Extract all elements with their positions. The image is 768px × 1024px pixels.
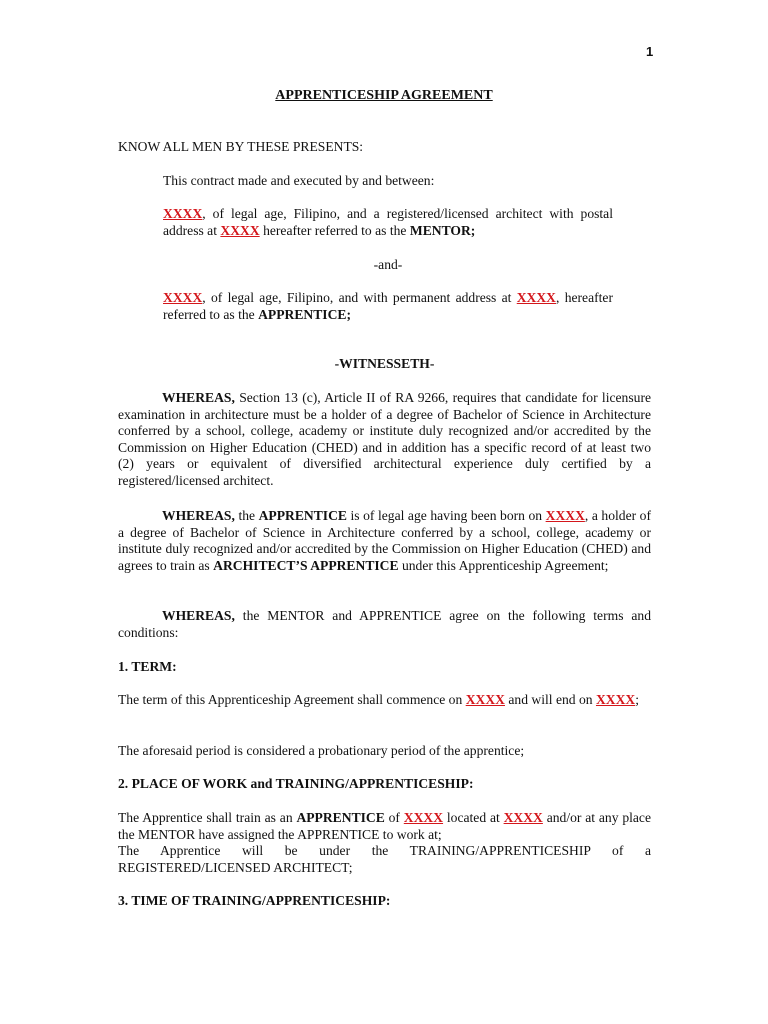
section-2-heading: 2. PLACE OF WORK and TRAINING/APPRENTICESHIP: (118, 776, 474, 791)
page-number: 1 (646, 44, 654, 59)
witnesseth-heading: -WITNESSETH- (334, 356, 435, 371)
intro-line: KNOW ALL MEN BY THESE PRESENTS: (118, 139, 364, 154)
placeholder-birth-date[interactable]: XXXX (545, 508, 585, 523)
section-1-heading: 1. TERM: (118, 659, 177, 674)
placeholder-mentor-name[interactable]: XXXX (163, 206, 203, 221)
placeholder-start-date[interactable]: XXXX (465, 692, 505, 707)
placeholder-apprentice-address[interactable]: XXXX (516, 290, 557, 305)
probation-clause: The aforesaid period is considered a probationary period of the apprentice; (118, 743, 525, 758)
placeholder-apprentice-name[interactable]: XXXX (163, 290, 203, 305)
document-title: APPRENTICESHIP AGREEMENT (275, 88, 493, 103)
placeholder-company[interactable]: XXXX (403, 810, 444, 825)
contract-line: This contract made and executed by and between: (163, 173, 435, 188)
place-of-work-clause: The Apprentice shall train as an APPRENTICE of XXXX located at XXXX and/or at any place the MENTOR have assigned the APPRENTICE to work at; (118, 810, 651, 842)
apprentice-clause: XXXX, of legal age, Filipino, and with permanent address at XXXX, hereafter referred to as the APPRENTICE; (163, 290, 613, 322)
whereas-clause-3: WHEREAS, the MENTOR and APPRENTICE agree on the following terms and conditions: (118, 608, 651, 640)
placeholder-end-date[interactable]: XXXX (595, 692, 636, 707)
apprentice-role: APPRENTICE; (258, 306, 352, 322)
mentor-role: MENTOR; (409, 222, 476, 238)
placeholder-location[interactable]: XXXX (503, 810, 543, 825)
and-separator: -and- (373, 257, 403, 272)
mentor-clause: XXXX, of legal age, Filipino, and a registered/licensed architect with postal address at XXXX hereafter referred to as the MENTOR; (163, 206, 613, 238)
placeholder-mentor-address[interactable]: XXXX (220, 222, 260, 238)
training-supervision-clause: The Apprentice will be under the TRAINING/APPRENTICESHIP of a REGISTERED/LICENSED ARCHITECT; (118, 843, 651, 875)
whereas-clause-1: WHEREAS, Section 13 (c), Article II of RA 9266, requires that candidate for licensure examination in architecture must be a holder of a degree of Bachelor of Science in Architecture conferred by a school, college, academy or institute duly recognized and/or accredited by the Commission on Higher Education (CHED) and in addition has a specific record of at least two (2) years or equivalent of diversified architectural experience duly certified by a registered/licensed architect. (118, 390, 651, 488)
whereas-clause-2: WHEREAS, the APPRENTICE is of legal age having been born on XXXX, a holder of a degree of Bachelor of Science in Architecture conferred by a school, college, academy or institute duly recognized and/or accredited by the Commission on Higher Education (CHED) and agrees to train as ARCHITECT’S APPRENTICE under this Apprenticeship Agreement; (118, 508, 651, 573)
term-clause: The term of this Apprenticeship Agreement shall commence on XXXX and will end on XXXX; (118, 692, 640, 707)
section-3-heading: 3. TIME OF TRAINING/APPRENTICESHIP: (118, 893, 391, 908)
